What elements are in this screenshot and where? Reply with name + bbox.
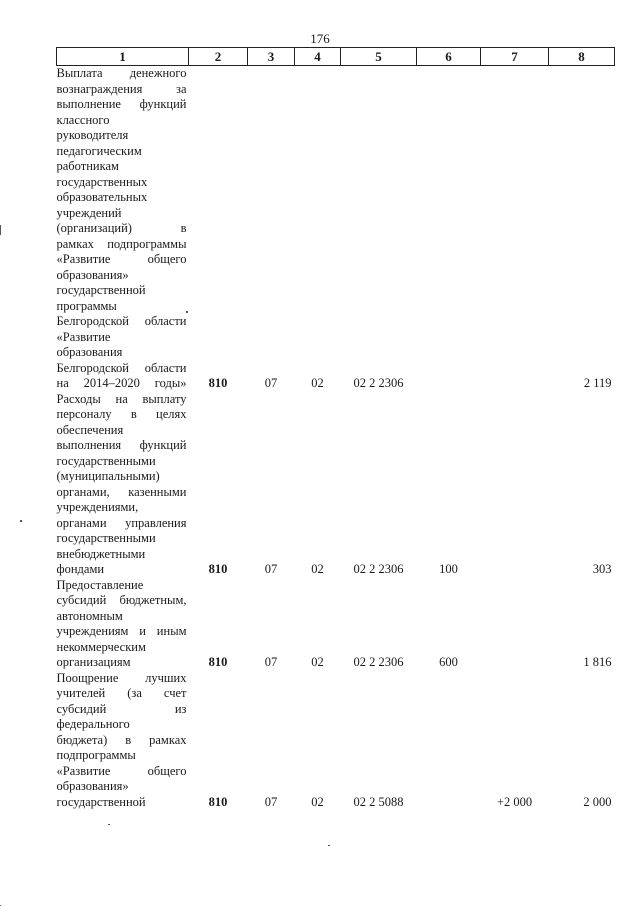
page-number: 176 [310,31,330,46]
description-line: работникам [56,159,119,173]
description-line: (муниципальными) [56,469,160,483]
table-body [57,66,615,811]
header-col-5: 5 [341,48,417,66]
description-line: органами управления [56,515,187,530]
description-line: образования» [56,267,129,282]
ministry-code: 810 [208,655,228,669]
description-line: государственной [56,283,146,297]
description-line: персоналу в целях [56,407,187,421]
table-row [57,671,615,811]
target-article-code: 02 2 5088 [353,794,404,809]
ministry-code: 810 [208,562,228,576]
total-amount: 2 000 [583,794,612,809]
header-col-6: 6 [417,48,481,66]
change-amount [481,66,549,392]
scan-mark [328,845,330,846]
description-line: руководителя [56,128,129,142]
header-col-4: 4 [295,48,341,66]
header-col-1: 1 [57,48,189,66]
description-line: Выплата денежного [56,66,187,80]
description-line: некоммерческим [56,639,146,654]
subsection-code: 02 [311,376,324,390]
expense-type-code [417,671,481,811]
description-line: учреждениями, [56,500,139,514]
table-row [57,578,615,671]
subsection-code: 02 [311,794,324,809]
description-line: выполнение функций [56,97,187,111]
budget-table [56,47,615,810]
row-description [57,66,189,392]
description-line: на 2014–2020 годы» [56,376,187,390]
description-line: государственными [56,531,156,545]
description-line: вознаграждения за [56,81,187,96]
description-line: Расходы на выплату [56,391,187,406]
description-line: образования [56,345,123,359]
table-row [57,66,615,392]
scan-mark [186,311,188,313]
ministry-code: 810 [208,794,228,809]
description-line: выполнения функций [56,438,187,452]
description-line: государственных [56,174,148,189]
row-description [57,392,189,578]
table-header-row [57,48,615,66]
section-code: 07 [264,655,278,669]
scan-mark [108,824,110,825]
description-line: «Развитие общего [56,252,187,266]
header-col-8: 8 [549,48,615,66]
description-line: федерального [56,717,130,731]
header-col-3: 3 [248,48,295,66]
subsection-code: 02 [311,655,324,669]
description-line: «Развитие общего [56,763,187,778]
description-line: субсидий из [56,701,187,716]
section-code: 07 [264,562,278,576]
row-description [57,578,189,671]
description-line: классного [56,112,110,127]
row-description [57,671,189,811]
description-line: учителей (за счет [56,686,187,700]
header-col-7: 7 [481,48,549,66]
scan-mark [0,225,1,235]
description-line: подпрограммы [56,748,136,762]
description-line: организациям [56,655,131,669]
description-line: рамках подпрограммы [56,236,187,251]
section-code: 07 [264,376,278,390]
total-amount: 1 816 [583,655,612,669]
description-line: педагогическим [56,143,142,158]
description-line: (организаций) в [56,221,187,235]
description-line: государственной [56,794,146,809]
description-line: Предоставление [56,577,144,592]
table-row [57,392,615,578]
description-line: учреждений [56,205,122,220]
description-line: учреждениям и иным [56,624,187,638]
change-amount: +2 000 [496,794,533,809]
target-article-code: 02 2 2306 [353,562,404,576]
description-line: Белгородской области [56,314,187,328]
description-line: «Развитие [56,329,111,344]
total-amount: 2 119 [583,376,612,390]
description-line: Белгородской области [56,360,187,375]
description-line: государственными [56,453,156,468]
target-article-code: 02 2 2306 [353,376,404,390]
description-line: автономным [56,608,123,623]
change-amount [481,578,549,671]
expense-type-code: 100 [439,562,458,576]
description-line: программы [56,298,117,313]
description-line: бюджета) в рамках [56,732,187,747]
scan-mark [20,520,22,522]
ministry-code: 810 [208,376,228,390]
description-line: органами, казенными [56,484,187,499]
description-line: фондами [56,562,105,576]
description-line: субсидий бюджетным, [56,593,187,607]
total-amount: 303 [592,562,612,576]
description-line: образовательных [56,190,148,204]
section-code: 07 [264,794,278,809]
target-article-code: 02 2 2306 [353,655,404,669]
description-line: образования» [56,779,129,793]
description-line: внебюджетными [56,546,146,561]
header-col-2: 2 [189,48,248,66]
description-line: обеспечения [56,422,124,437]
change-amount [481,392,549,578]
subsection-code: 02 [311,562,324,576]
description-line: Поощрение лучших [56,670,187,685]
expense-type-code [417,66,481,392]
expense-type-code: 600 [439,655,458,669]
